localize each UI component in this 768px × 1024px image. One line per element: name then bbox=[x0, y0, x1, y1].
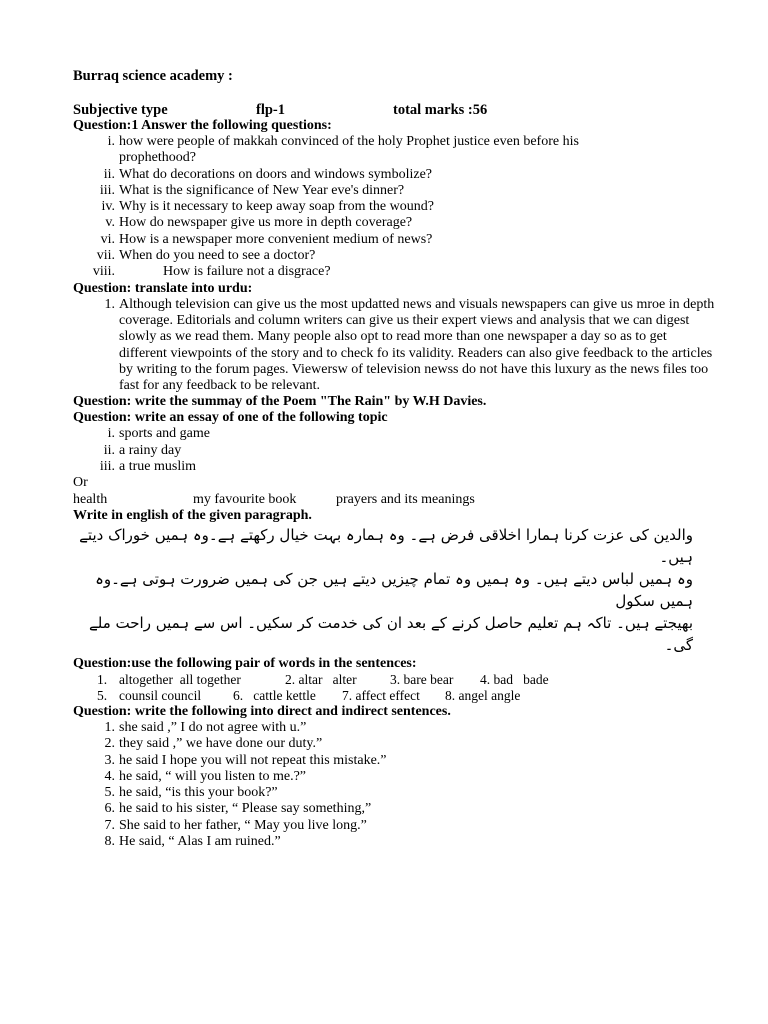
urdu-paragraph bbox=[73, 524, 693, 656]
urdu-line: والدین کی عزت کرنا ہمارا اخلاقی فرض ہے۔ وہ ہمارہ بہت خیال رکھتے ہے۔وہ ہمیں خوراک دیتے ہیں۔ bbox=[79, 525, 693, 566]
paper-meta bbox=[73, 102, 728, 118]
q1-heading: Question:1 Answer the following questions: bbox=[73, 118, 332, 133]
alt-topic: health bbox=[73, 491, 108, 507]
translation-paragraph: 1. Although television can give us the most updatted news and visuals newspapers can give us mroe in depth coverage. Editorials and column writers can give us their expert views and analysis that we can digest slowly as we read them. Many people also opt to read more than one newspaper a day so as to get different viewpoints of the story and to check fo its validity. Readers can also give feedback to the articles by writing to the forum pages. Viewersw of television newss do not have this luxury as the news files too fast for any feedback to be relevant. bbox=[104, 296, 715, 394]
list-item: i. sports and game bbox=[107, 426, 210, 442]
list-item: vi. How is a newspaper more convenient medium of news? bbox=[100, 231, 433, 247]
list-item: iii. a true muslim bbox=[99, 459, 196, 475]
word-pairs-row: 5. counsil council 6. cattle kettle 7. affect effect 8. angel angle bbox=[97, 687, 521, 703]
q7-heading: Question: write the following into direct and indirect sentences. bbox=[73, 703, 451, 719]
list-item: iv. Why is it necessary to keep away soap from the wound? bbox=[101, 199, 434, 215]
word-pairs-row: 1. altogether all together 2. altar alter 3. bare bear 4. bad bade bbox=[97, 671, 549, 687]
essay-alternatives bbox=[73, 492, 728, 508]
paper-type: Subjective type bbox=[73, 102, 168, 118]
list-item: ii. a rainy day bbox=[103, 442, 182, 458]
list-item: v. How do newspaper give us more in depth coverage? bbox=[105, 215, 413, 231]
list-item: iii. What is the significance of New Year eve's dinner? bbox=[99, 182, 405, 198]
q3-heading: Question: write the summay of the Poem "The Rain" by W.H Davies. bbox=[73, 394, 487, 410]
q4-heading: Question: write an essay of one of the following topic bbox=[73, 410, 388, 426]
list-item: 6. he said to his sister, “ Please say something,” bbox=[104, 801, 372, 817]
list-item: 4. he said, “ will you listen to me.?” bbox=[104, 768, 307, 784]
list-item: 1. she said ,” I do not agree with u.” bbox=[104, 719, 307, 735]
list-item: 8. He said, “ Alas I am ruined.” bbox=[104, 834, 281, 850]
q7-list bbox=[73, 720, 728, 850]
urdu-line: بھیجتے ہیں۔ تاکہ ہم تعلیم حاصل کرنے کے بعد ان کی خدمت کر سکیں۔ اس سے ہمیں راحت ملے گی۔ bbox=[88, 613, 693, 654]
list-item: 3. he said I hope you will not repeat this mistake.” bbox=[104, 752, 387, 768]
total-marks: total marks :56 bbox=[393, 102, 488, 118]
alt-topic: prayers and its meanings bbox=[336, 491, 475, 507]
list-item: ii. What do decorations on doors and windows symbolize? bbox=[103, 166, 432, 182]
q2-heading: Question: translate into urdu: bbox=[73, 280, 253, 296]
q4-list bbox=[73, 426, 728, 475]
list-item: 5. he said, “is this your book?” bbox=[104, 785, 278, 801]
or-label: Or bbox=[73, 475, 88, 491]
urdu-line: وہ ہمیں لباس دیتے ہیں۔ وہ ہمیں وہ تمام چیزیں دیتے ہیں جن کی ہمیں ضرورت ہوتی ہے۔وہ ہمیں سکول bbox=[95, 569, 693, 610]
alt-topic: my favourite book bbox=[193, 491, 297, 507]
list-item: 7. She said to her father, “ May you live long.” bbox=[104, 817, 367, 833]
q1-list bbox=[73, 134, 728, 281]
paper-code: flp-1 bbox=[256, 102, 285, 118]
list-item: i. how were people of makkah convinced of the holy Prophet justice even before his prophethood? bbox=[107, 134, 579, 166]
academy-name: Burraq science academy : bbox=[73, 68, 233, 84]
list-item: vii. When do you need to see a doctor? bbox=[96, 248, 316, 264]
q5-heading: Write in english of the given paragraph. bbox=[73, 507, 312, 523]
list-item: 2. they said ,” we have done our duty.” bbox=[104, 736, 323, 752]
q6-heading: Question:use the following pair of words in the sentences: bbox=[73, 655, 417, 671]
list-item: viii. How is failure not a disgrace? bbox=[92, 264, 331, 280]
